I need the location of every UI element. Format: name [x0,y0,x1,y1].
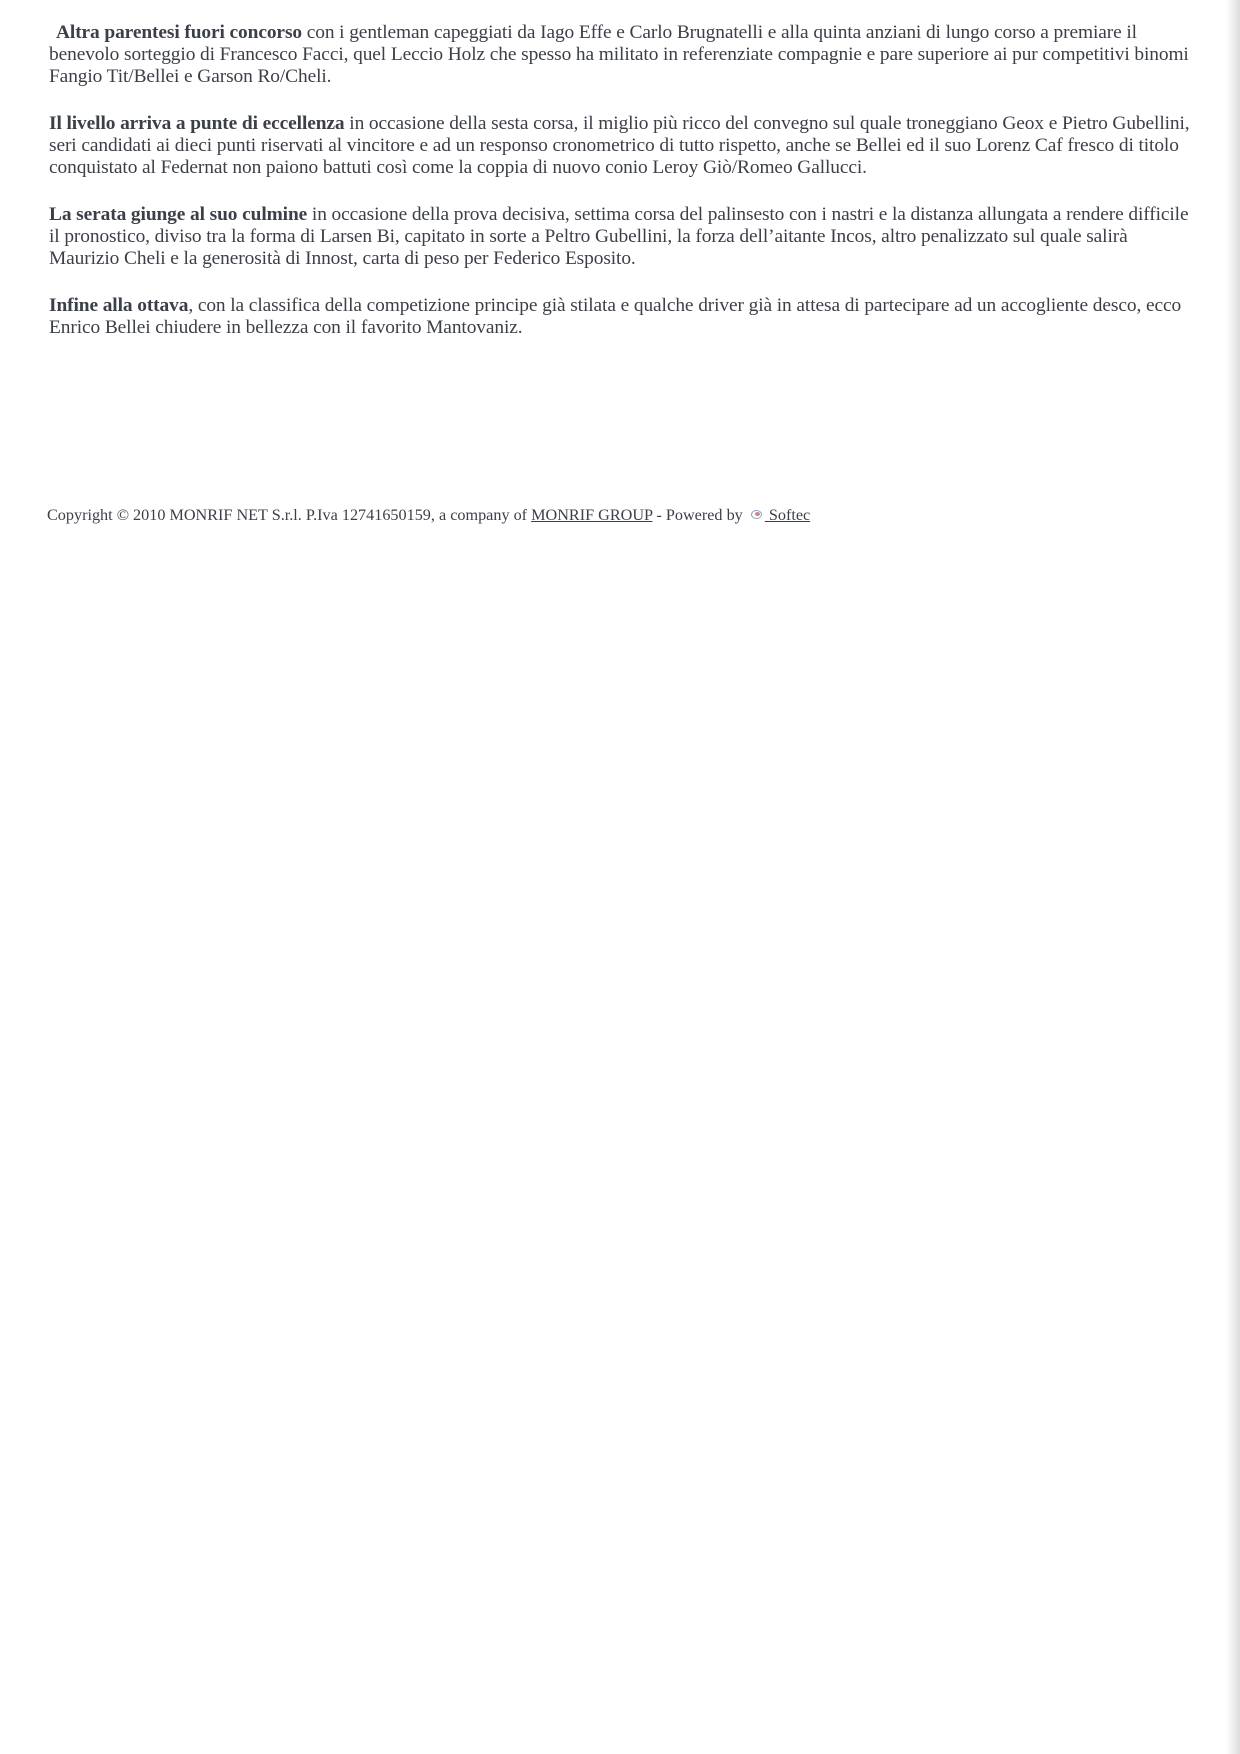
softec-link-label: Softec [768,506,811,524]
article-body [49,22,1199,364]
powered-by-text: - Powered by [652,506,747,524]
page-edge-shadow [1226,0,1240,1754]
monrif-group-link[interactable]: MONRIF GROUP [531,506,653,524]
softec-link[interactable] [765,506,810,524]
softec-logo-icon [751,509,765,519]
paragraph-lead: La serata giunge al suo culmine [49,204,308,225]
paragraph-text: in occasione della sesta corsa, il miglio più ricco del convegno sul quale troneggiano Geox e Pietro Gubellini, seri candidati ai dieci punti riservati al vincitore e ad un responso cronometrico di tutto rispetto, anche se Bellei ed il suo Lorenz Caf fresco di titolo conquistato al Federnat non paiono battuti così come la coppia di nuovo conio Leroy Giò/Romeo Gallucci. [49,113,1190,178]
page-footer [47,505,1147,525]
article-paragraph [49,204,1199,270]
article-paragraph [49,295,1199,339]
article-paragraph [49,113,1199,179]
article-paragraph [49,22,1199,88]
paragraph-text: in occasione della prova decisiva, settima corsa del palinsesto con i nastri e la distanza allungata a rendere difficile il pronostico, diviso tra la forma di Larsen Bi, capitato in sorte a Peltro Gubellini, la forza dell’aitante Incos, altro penalizzato sul quale salirà Maurizio Cheli e la generosità di Innost, carta di peso per Federico Esposito. [49,204,1189,269]
paragraph-text: , con la classifica della competizione principe già stilata e qualche driver già in attesa di partecipare ad un accogliente desco, ecco Enrico Bellei chiudere in bellezza con il favorito Mantovaniz. [49,295,1182,338]
paragraph-text: con i gentleman capeggiati da Iago Effe e Carlo Brugnatelli e alla quinta anziani di lungo corso a premiare il benevolo sorteggio di Francesco Facci, quel Leccio Holz che spesso ha militato in referenziate compagnie e pare superiore ai pur competitivi binomi Fangio Tit/Bellei e Garson Ro/Cheli. [49,22,1189,87]
paragraph-lead: Altra parentesi fuori concorso [56,22,302,43]
copyright-text: Copyright © 2010 MONRIF NET S.r.l. P.Iva 12741650159, a company of [47,506,532,524]
paragraph-lead: Infine alla ottava [49,295,189,316]
paragraph-lead: Il livello arriva a punte di eccellenza [49,113,345,134]
